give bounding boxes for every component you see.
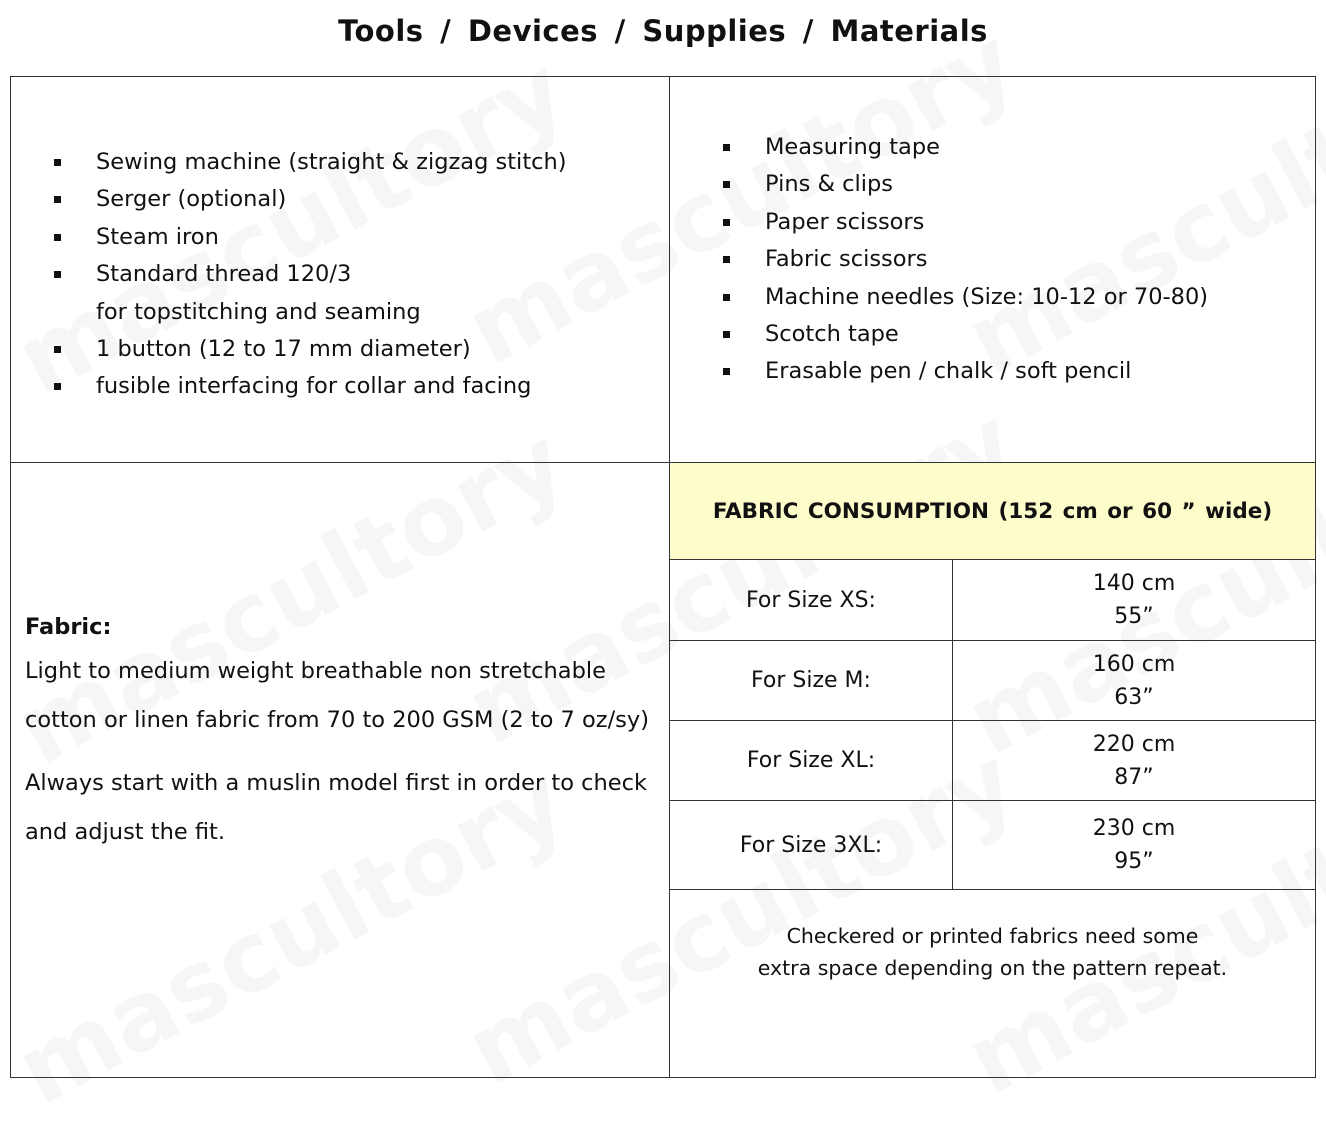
bullet-icon: [723, 219, 730, 226]
fabric-heading: Fabric:: [25, 614, 112, 640]
list-item: Erasable pen / chalk / soft pencil: [722, 353, 1208, 390]
list-item: Sewing machine (straight & zigzag stitch): [53, 144, 567, 181]
list-item: 1 button (12 to 17 mm diameter): [53, 331, 567, 368]
list-item: Serger (optional): [53, 181, 567, 218]
bullet-icon: [723, 144, 730, 151]
fabric-description: [25, 612, 649, 857]
size-label: For Size XL:: [670, 721, 953, 800]
size-value: 230 cm 95”: [1092, 816, 1176, 874]
list-item: Steam iron: [53, 219, 567, 256]
bullet-icon: [54, 159, 61, 166]
size-value: 140 cm 55”: [1092, 571, 1176, 629]
table-row: [670, 560, 1315, 641]
pattern-note: Checkered or printed fabrics need some extra space depending on the pattern repeat.: [757, 924, 1228, 980]
table-row: [670, 641, 1315, 721]
bullet-icon: [54, 234, 61, 241]
size-label: For Size 3XL:: [670, 801, 953, 889]
list-item: Scotch tape: [722, 316, 1208, 353]
list-item: Standard thread 120/3 for topstitching and seaming: [53, 256, 567, 331]
size-value: 220 cm 87”: [1092, 731, 1176, 790]
consumption-heading: FABRIC CONSUMPTION (152 cm or 60 ” wide): [670, 463, 1315, 560]
bullet-icon: [723, 294, 730, 301]
bullet-icon: [723, 256, 730, 263]
page-title: Tools / Devices / Supplies / Materials: [338, 14, 988, 48]
bullet-icon: [723, 331, 730, 338]
size-value: 160 cm 63”: [1092, 651, 1176, 710]
fabric-advice: Always start with a muslin model first in order to check and adjust the fit.: [25, 770, 647, 845]
size-label: For Size M:: [670, 641, 953, 720]
tools-list-right: [722, 129, 1208, 391]
table-row: [670, 801, 1315, 890]
bullet-icon: [723, 181, 730, 188]
bullet-icon: [54, 346, 61, 353]
table-row: [670, 721, 1315, 801]
bullet-icon: [54, 383, 61, 390]
list-item: Paper scissors: [722, 204, 1208, 241]
tools-list-left: [53, 144, 567, 406]
list-item: fusible interfacing for collar and facing: [53, 368, 567, 405]
list-item: Measuring tape: [722, 129, 1208, 166]
bullet-icon: [54, 271, 61, 278]
fabric-text: Light to medium weight breathable non stretchable cotton or linen fabric from 70 to 200 GSM (2 to 7 oz/sy): [25, 658, 650, 733]
list-item: Machine needles (Size: 10-12 or 70-80): [722, 279, 1208, 316]
size-label: For Size XS:: [670, 560, 953, 640]
bullet-icon: [54, 196, 61, 203]
list-item: Pins & clips: [722, 166, 1208, 203]
list-item: Fabric scissors: [722, 241, 1208, 278]
bullet-icon: [723, 368, 730, 375]
